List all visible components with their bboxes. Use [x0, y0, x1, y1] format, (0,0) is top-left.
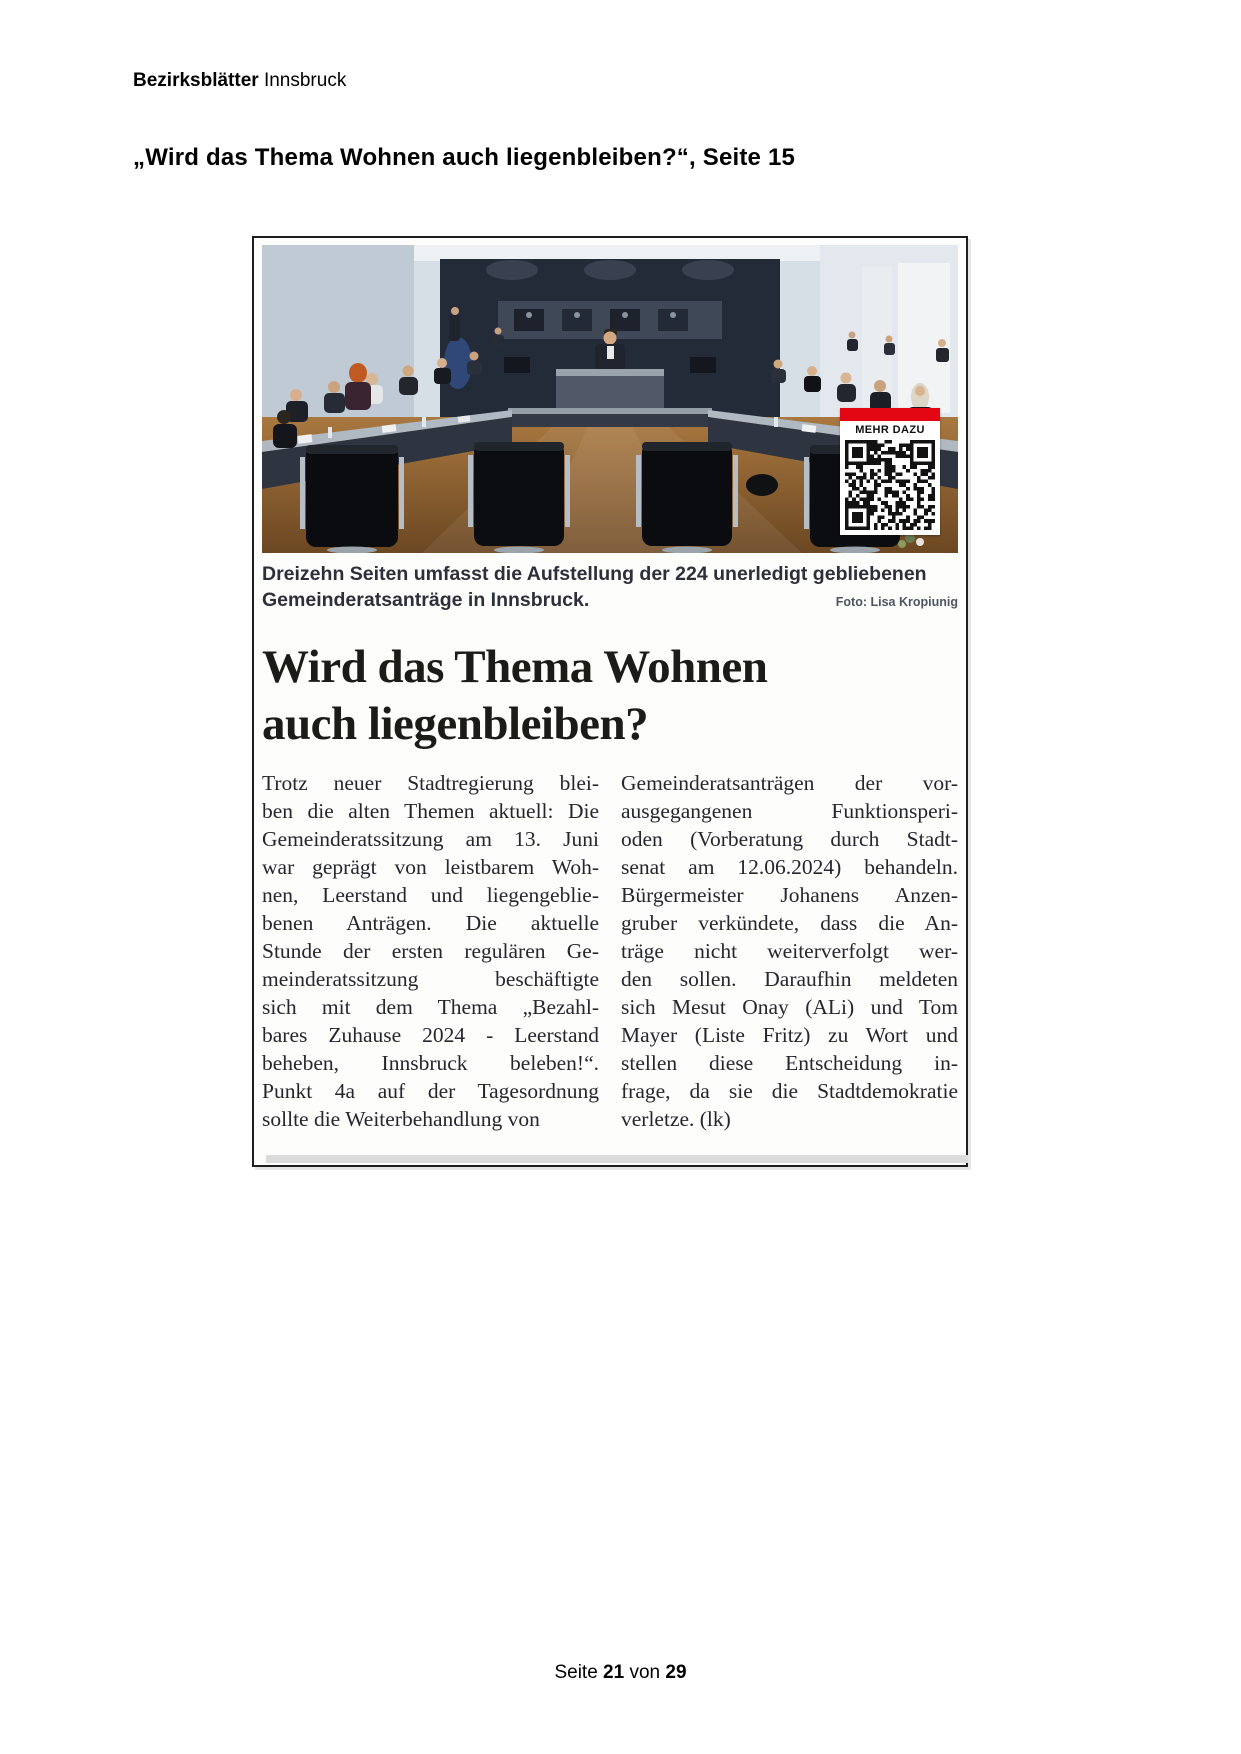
photo-credit: Foto: Lisa Kropiunig [835, 595, 958, 609]
body-line: frage, da sie die Stadtdemokratie [621, 1079, 958, 1103]
caption-line-1: Dreizehn Seiten umfasst die Aufstellung der 224 unerledigt gebliebenen [262, 563, 927, 585]
body-line: Punkt 4a auf der Tagesordnung [262, 1079, 599, 1103]
article-headline [262, 639, 958, 753]
body-line: sollte die Weiterbehandlung von [262, 1107, 540, 1131]
body-line: Trotz neuer Stadtregierung blei- [262, 771, 599, 795]
brand-region: Innsbruck [263, 70, 347, 91]
footer-current-page: 21 [603, 1662, 625, 1683]
headline-line-1: Wird das Thema Wohnen [262, 641, 768, 693]
body-line: ausgegangenen Funktionsperi- [621, 799, 958, 823]
body-line: senat am 12.06.2024) behandeln. [621, 855, 958, 879]
document-title: „Wird das Thema Wohnen auch liegenbleiben?“, Seite 15 [133, 144, 796, 171]
body-line: Mayer (Liste Fritz) zu Wort und [621, 1023, 958, 1047]
body-line: verletze. (lk) [621, 1107, 731, 1131]
body-line: sich Mesut Onay (ALi) und Tom [621, 995, 958, 1019]
article-body [262, 769, 958, 1133]
council-meeting-photo [262, 245, 958, 553]
body-line: meinderatssitzung beschäftigte [262, 967, 599, 991]
mehr-dazu-label: MEHR DAZU [840, 421, 940, 439]
body-line: träge nicht weiterverfolgt wer- [621, 939, 958, 963]
footer-total-pages: 29 [665, 1662, 687, 1683]
footer-page-prefix: Seite [554, 1662, 598, 1683]
body-line: nen, Leerstand und liegengeblie- [262, 883, 599, 907]
footer-separator: von [629, 1662, 661, 1683]
article-clipping [252, 236, 968, 1167]
body-line: Gemeinderatsanträgen der vor- [621, 771, 958, 795]
body-line: Bürgermeister Johanens Anzen- [621, 883, 958, 907]
headline-line-2: auch liegenbleiben? [262, 698, 649, 750]
body-line: den sollen. Daraufhin meldeten [621, 967, 958, 991]
body-line: ben die alten Themen aktuell: Die [262, 799, 599, 823]
caption-line-2: Gemeinderatsanträge in Innsbruck. [262, 589, 590, 611]
body-line: oden (Vorberatung durch Stadt- [621, 827, 958, 851]
body-line: war geprägt von leistbarem Woh- [262, 855, 599, 879]
body-line: stellen diese Entscheidung in- [621, 1051, 958, 1075]
red-band [840, 408, 940, 421]
photo-caption [262, 561, 958, 615]
body-line: benen Anträgen. Die aktuelle [262, 911, 599, 935]
brand-name: Bezirksblätter [133, 70, 259, 91]
body-line: Stunde der ersten regulären Ge- [262, 939, 599, 963]
body-line: Gemeinderatssitzung am 13. Juni [262, 827, 599, 851]
report-header [133, 70, 346, 92]
body-line: sich mit dem Thema „Bezahl- [262, 995, 599, 1019]
body-column-right [621, 769, 958, 1133]
body-line: gruber verkündete, dass die An- [621, 911, 958, 935]
mehr-dazu-badge [840, 408, 940, 535]
body-line: bares Zuhause 2024 - Leerstand [262, 1023, 599, 1047]
page-footer [0, 1662, 1241, 1684]
qr-code [845, 440, 935, 530]
body-column-left [262, 769, 599, 1133]
qr-box [840, 439, 940, 535]
scan-shadow [266, 1155, 968, 1163]
body-line: beheben, Innsbruck beleben!“. [262, 1051, 599, 1075]
